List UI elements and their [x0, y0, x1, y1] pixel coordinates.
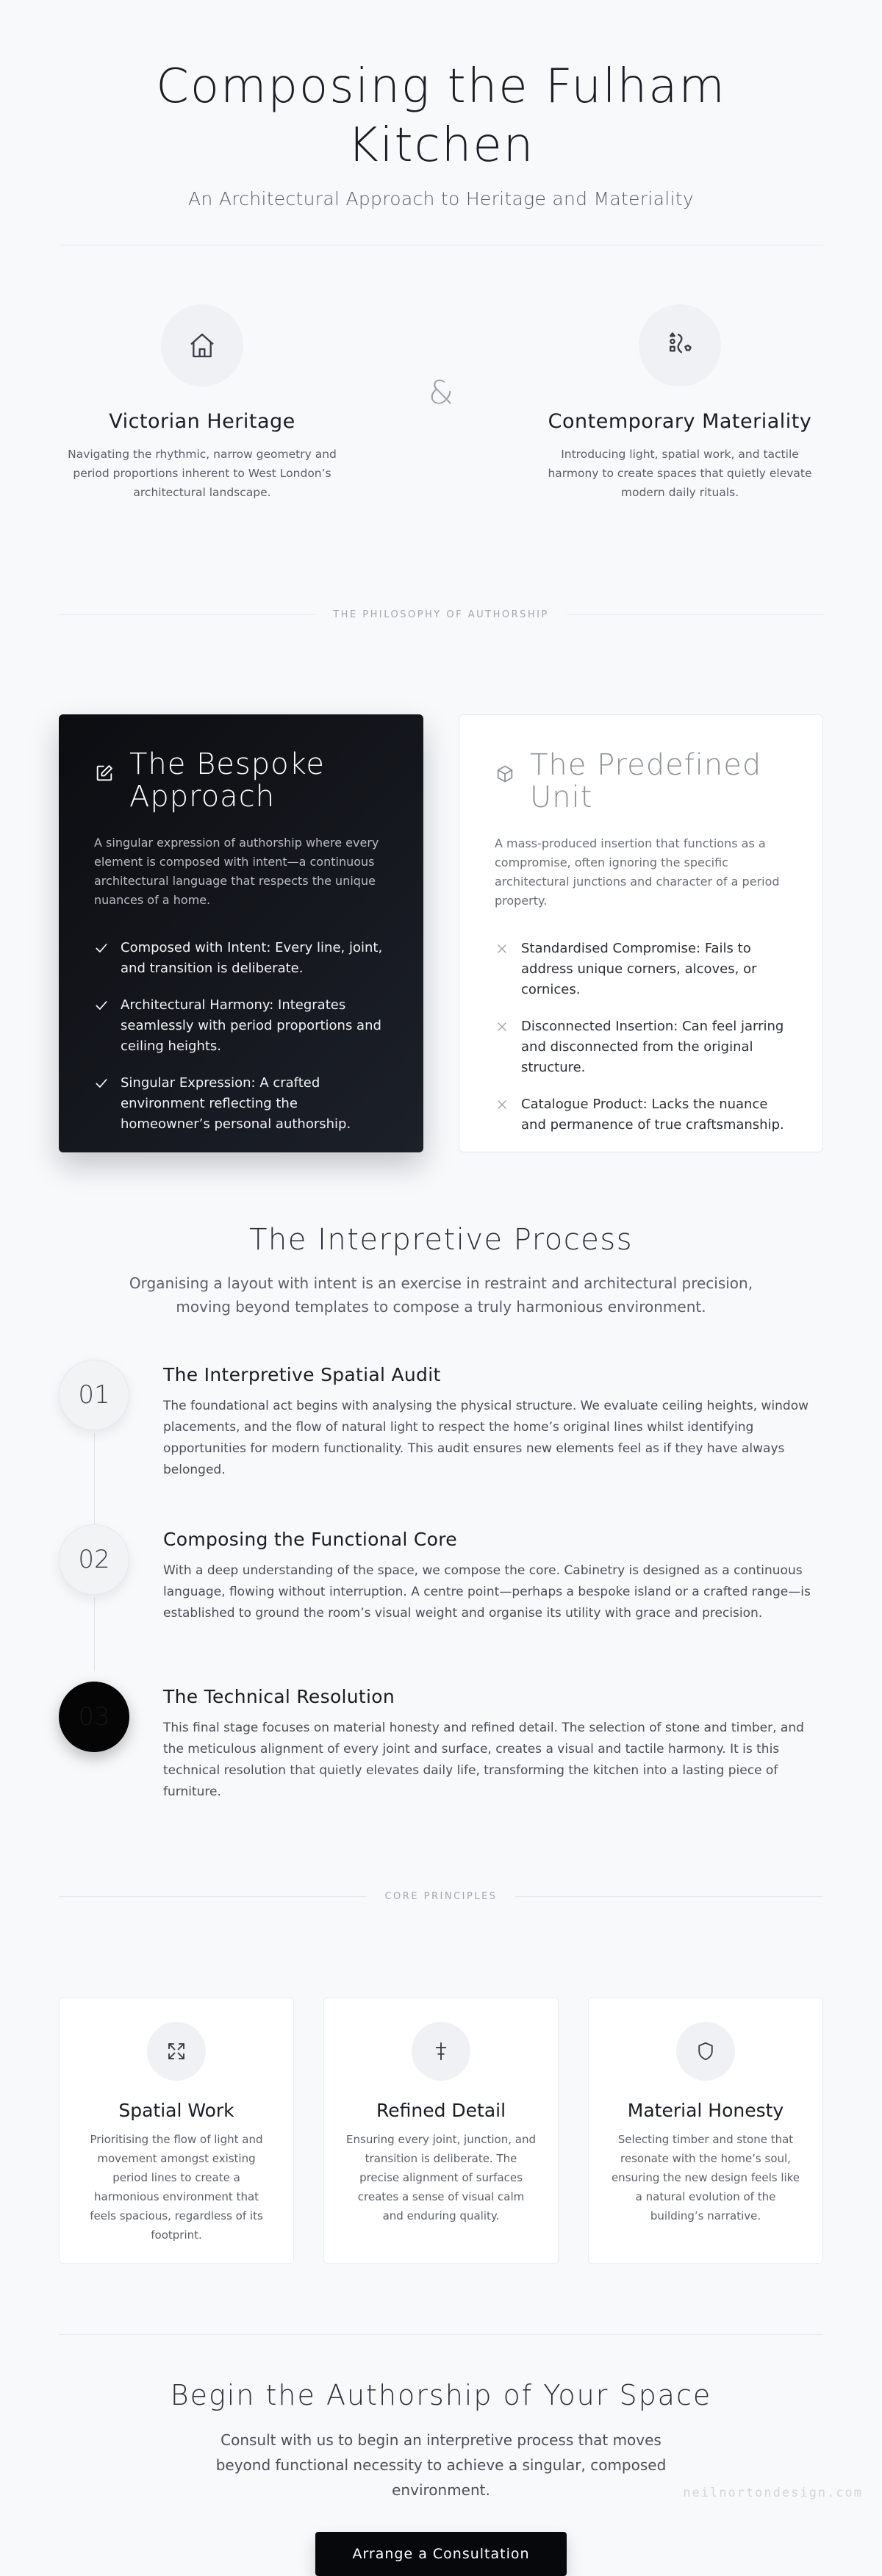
check-icon [94, 1076, 110, 1097]
step-connector [94, 1598, 95, 1671]
process-intro: Organising a layout with intent is an exercise in restraint and architectural precision, moving beyond templates to compose a truly harmonious environment. [129, 1274, 753, 1316]
philosophy-label: THE PHILOSOPHY OF AUTHORSHIP [333, 609, 549, 620]
predefined-list [495, 939, 787, 1135]
page-title: Composing the Fulham Kitchen [156, 60, 726, 173]
principle-card [323, 1998, 559, 2264]
box-icon [495, 764, 515, 787]
bespoke-title: The Bespoke Approach [129, 747, 325, 814]
list-item: Architectural Harmony: Integrates seamlessly with period proportions and ceiling heights. [94, 995, 388, 1057]
principle-text: Ensuring every joint, junction, and transition is deliberate. The precise alignment of surfaces creates a sense of visual calm and enduring quality. [346, 2133, 536, 2222]
step-text: The foundational act begins with analysing the physical structure. We evaluate ceiling heights, window placements, and the flow of natural light to respect the home’s original lines whilst identifying opportunities for modern functionality. This audit ensures new elements feel as if they have always belonged. [163, 1399, 809, 1477]
scatter-shapes-icon [639, 304, 721, 387]
step-text: With a deep understanding of the space, we compose the core. Cabinetry is designed as a continuous language, flowing without interruption. A centre point—perhaps a bespoke island or a crafted range—is established to ground the room’s visual weight and organise its utility with grace and precision. [163, 1563, 811, 1621]
predefined-description: A mass-produced insertion that functions as a compromise, often ignoring the specific architectural junctions and character of a period property. [495, 836, 780, 908]
list-item: Singular Expression: A crafted environment reflecting the homeowner’s personal authorship. [94, 1073, 388, 1135]
ampersand-separator: & [428, 374, 454, 412]
check-icon [94, 998, 110, 1019]
step-title: Composing the Functional Core [163, 1529, 457, 1550]
bespoke-card [59, 714, 423, 1152]
principles-label-row [59, 1891, 823, 1902]
principle-text: Prioritising the flow of light and movement amongst existing period lines to create a harmonious environment that feels spacious, regardless of its footprint. [90, 2133, 263, 2242]
principle-title: Refined Detail [376, 2100, 506, 2121]
step-number: 01 [59, 1360, 129, 1430]
principles-label: CORE PRINCIPLES [384, 1891, 498, 1902]
list-item: Composed with Intent: Every line, joint, and transition is deliberate. [94, 938, 388, 979]
principle-title: Material Honesty [627, 2100, 784, 2121]
cta-title: Begin the Authorship of Your Space [170, 2379, 712, 2411]
step-title: The Interpretive Spatial Audit [163, 1364, 441, 1385]
principles [59, 1998, 823, 2264]
victorian-heritage-text: Navigating the rhythmic, narrow geometry and period proportions inherent to West London’s architectural landscape. [68, 448, 337, 499]
cta-section [59, 2379, 823, 2576]
bespoke-list [94, 938, 388, 1135]
step-2 [59, 1524, 823, 1682]
step-number: 03 [59, 1682, 129, 1752]
heritage-materiality [59, 304, 823, 525]
step-connector [94, 1433, 95, 1524]
hero [59, 0, 823, 245]
contemporary-materiality-title: Contemporary Materiality [548, 410, 812, 433]
page-subtitle: An Architectural Approach to Heritage and Materiality [188, 188, 694, 209]
divider [59, 2334, 823, 2335]
predefined-title: The Predefined Unit [530, 748, 762, 814]
step-text: This final stage focuses on material honesty and refined detail. The selection of stone and timber, and the meticulous alignment of every joint and surface, creates a visual and tactile harmony. It is this technical resolution that quietly elevates daily life, transforming the kitchen into a lasting piece of furniture. [163, 1721, 804, 1799]
process-steps [59, 1360, 823, 1803]
list-item: Catalogue Product: Lacks the nuance and permanence of true craftsmanship. [495, 1094, 787, 1135]
principle-card [588, 1998, 823, 2264]
expand-icon [147, 2022, 206, 2081]
victorian-heritage-title: Victorian Heritage [109, 410, 295, 433]
victorian-heritage-block [59, 304, 345, 502]
footer-watermark: neilnortondesign.com [683, 2486, 863, 2500]
predefined-card [459, 714, 823, 1152]
step-3 [59, 1682, 823, 1803]
comparison [59, 714, 823, 1152]
cross-icon [495, 1019, 511, 1041]
list-item: Disconnected Insertion: Can feel jarring and disconnected from the original structure. [495, 1016, 787, 1078]
cross-icon [495, 1097, 511, 1119]
bespoke-description: A singular expression of authorship where every element is composed with intent—a continuous architectural language that respects the unique nuances of a home. [94, 836, 379, 907]
check-icon [94, 941, 110, 962]
step-title: The Technical Resolution [163, 1686, 395, 1707]
cross-icon [495, 941, 511, 963]
contemporary-materiality-text: Introducing light, spatial work, and tactile harmony to create spaces that quietly elevate modern daily rituals. [548, 448, 812, 499]
process-section [59, 1223, 823, 1319]
arrange-consultation-button[interactable]: Arrange a Consultation [315, 2532, 567, 2576]
principle-card [59, 1998, 294, 2264]
step-number: 02 [59, 1524, 129, 1595]
cta-text: Consult with us to begin an interpretive process that moves beyond functional necessity to achieve a singular, composed environment. [215, 2431, 667, 2499]
step-1 [59, 1360, 823, 1524]
align-center-icon [412, 2022, 470, 2081]
edit-icon [94, 763, 115, 786]
list-item: Standardised Compromise: Fails to address unique corners, alcoves, or cornices. [495, 939, 787, 1000]
principle-title: Spatial Work [118, 2100, 234, 2121]
contemporary-materiality-block [537, 304, 823, 502]
principle-text: Selecting timber and stone that resonate with the home’s soul, ensuring the new design feels like a natural evolution of the building’s narrative. [611, 2133, 800, 2222]
process-title: The Interpretive Process [248, 1223, 634, 1257]
house-icon [161, 304, 243, 387]
shield-icon [676, 2022, 735, 2081]
philosophy-label-row [59, 609, 823, 620]
